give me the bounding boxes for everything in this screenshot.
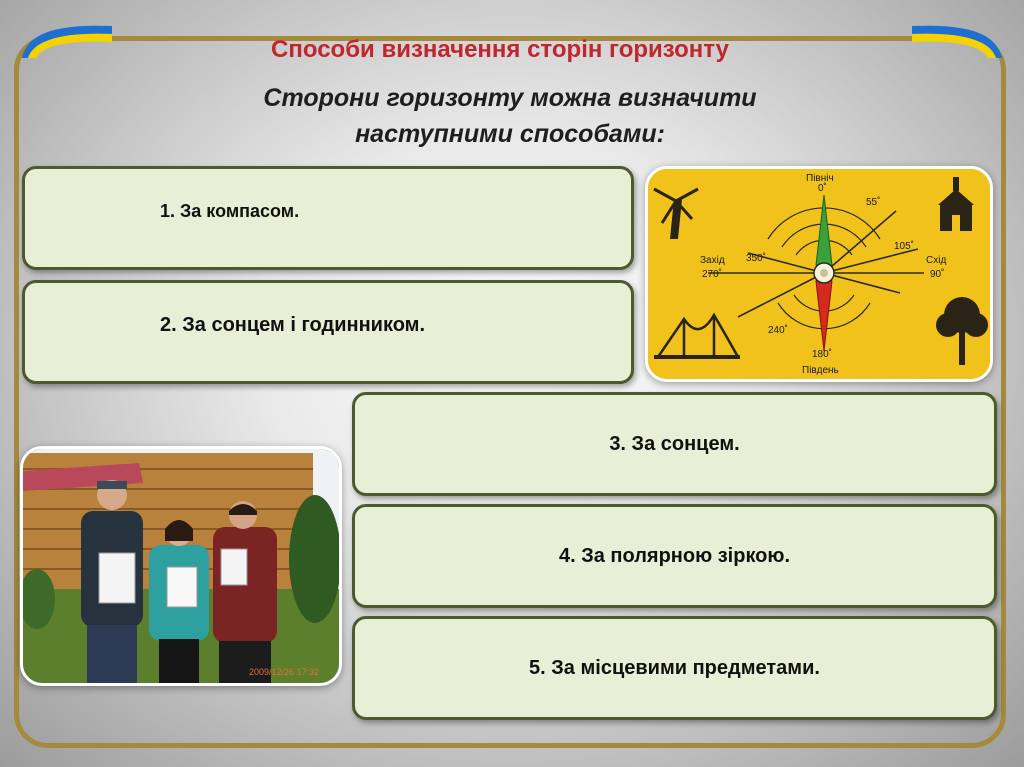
compass-south-degrees: 180˚ — [812, 349, 833, 360]
compass-angle-55: 55˚ — [866, 197, 881, 208]
method-box-sun-and-watch — [22, 280, 634, 384]
slide-subtitle: Сторони горизонту можна визначити наступними способами: — [263, 84, 757, 148]
method-label: 5. За місцевими предметами. — [529, 656, 820, 679]
compass-east-degrees: 90˚ — [930, 269, 945, 280]
method-label: 1. За компасом. — [160, 200, 300, 221]
students-photo — [20, 446, 342, 686]
method-box-compass — [22, 166, 634, 270]
compass-north-degrees: 0˚ — [818, 183, 827, 194]
compass-angle-350: 350˚ — [746, 253, 767, 264]
method-label: 3. За сонцем. — [609, 432, 740, 455]
compass-angle-240: 240˚ — [768, 325, 789, 336]
compass-west-label: Захід — [700, 255, 725, 266]
compass-east-label: Схід — [926, 255, 947, 266]
compass-west-degrees: 270˚ — [702, 269, 723, 280]
method-box-local-objects — [352, 616, 997, 720]
method-box-polar-star — [352, 504, 997, 608]
compass-illustration — [645, 166, 993, 382]
person-right — [213, 501, 277, 683]
compass-south-label: Південь — [802, 365, 839, 376]
method-box-sun — [352, 392, 997, 496]
method-label: 2. За сонцем і годинником. — [160, 313, 425, 336]
compass-north-label: Північ — [806, 173, 834, 184]
slide-title: Способи визначення сторін горизонту — [271, 36, 729, 63]
method-label: 4. За полярною зіркою. — [558, 544, 791, 567]
photo-timestamp: 2009/12/26 17:32 — [249, 667, 320, 677]
compass-angle-105: 105˚ — [894, 241, 915, 252]
